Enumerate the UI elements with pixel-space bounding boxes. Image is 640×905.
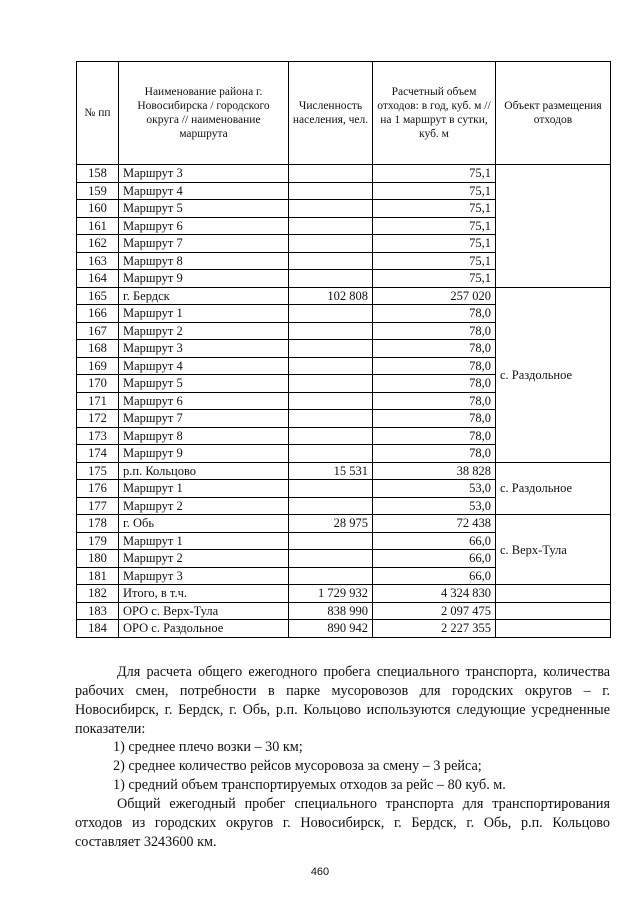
row-number: 167 <box>77 322 119 340</box>
row-name: Маршрут 2 <box>119 497 289 515</box>
table-row <box>77 165 611 183</box>
row-number: 176 <box>77 480 119 498</box>
row-population <box>289 497 373 515</box>
row-population <box>289 357 373 375</box>
row-volume: 78,0 <box>373 357 496 375</box>
row-volume: 72 438 <box>373 515 496 533</box>
row-number: 180 <box>77 550 119 568</box>
row-name: Маршрут 9 <box>119 270 289 288</box>
paragraph-annual-mileage: Общий ежегодный пробег специального транспорта для транспортирования отходов из городских округов г. Новосибирск, г. Бердск, г. Обь, р.п. Кольцово составляет 3243600 км. <box>75 796 610 850</box>
row-volume: 78,0 <box>373 305 496 323</box>
row-name: Маршрут 3 <box>119 165 289 183</box>
row-volume: 75,1 <box>373 252 496 270</box>
row-population <box>289 480 373 498</box>
row-name: Маршрут 4 <box>119 357 289 375</box>
row-name: Итого, в т.ч. <box>119 585 289 603</box>
row-volume: 78,0 <box>373 375 496 393</box>
list-item: 1) среднее плечо возки – 30 км; <box>113 739 303 755</box>
row-volume: 2 097 475 <box>373 602 496 620</box>
list-item: 1) средний объем транспортируемых отходов за рейс – 80 куб. м. <box>113 777 506 793</box>
row-volume: 75,1 <box>373 217 496 235</box>
indicator-list <box>75 738 610 795</box>
row-population: 28 975 <box>289 515 373 533</box>
row-population <box>289 270 373 288</box>
row-number: 162 <box>77 235 119 253</box>
row-population: 15 531 <box>289 462 373 480</box>
row-number: 171 <box>77 392 119 410</box>
table-row <box>77 620 611 638</box>
row-name: Маршрут 8 <box>119 427 289 445</box>
header-waste-volume: Расчетный объем отходов: в год, куб. м // на 1 маршрут в сутки, куб. м <box>373 62 496 165</box>
row-volume: 78,0 <box>373 392 496 410</box>
row-population: 1 729 932 <box>289 585 373 603</box>
row-number: 164 <box>77 270 119 288</box>
row-number: 175 <box>77 462 119 480</box>
row-population <box>289 217 373 235</box>
row-number: 159 <box>77 182 119 200</box>
row-population <box>289 165 373 183</box>
row-population <box>289 410 373 428</box>
row-population <box>289 445 373 463</box>
row-disposal-object <box>496 620 611 638</box>
row-name: Маршрут 1 <box>119 480 289 498</box>
row-volume: 75,1 <box>373 235 496 253</box>
row-name: г. Обь <box>119 515 289 533</box>
table-row <box>77 287 611 305</box>
row-population <box>289 375 373 393</box>
row-volume: 75,1 <box>373 270 496 288</box>
row-number: 169 <box>77 357 119 375</box>
row-number: 174 <box>77 445 119 463</box>
row-name: Маршрут 3 <box>119 567 289 585</box>
row-name: Маршрут 6 <box>119 392 289 410</box>
table-header-row <box>77 62 611 165</box>
row-number: 183 <box>77 602 119 620</box>
row-volume: 4 324 830 <box>373 585 496 603</box>
row-population <box>289 427 373 445</box>
row-disposal-object: с. Верх-Тула <box>496 515 611 585</box>
row-population: 102 808 <box>289 287 373 305</box>
row-number: 168 <box>77 340 119 358</box>
row-name: Маршрут 7 <box>119 410 289 428</box>
row-volume: 75,1 <box>373 200 496 218</box>
row-volume: 53,0 <box>373 480 496 498</box>
row-population <box>289 200 373 218</box>
row-number: 182 <box>77 585 119 603</box>
row-number: 179 <box>77 532 119 550</box>
row-disposal-object: с. Раздольное <box>496 287 611 462</box>
row-volume: 66,0 <box>373 567 496 585</box>
row-number: 161 <box>77 217 119 235</box>
row-number: 158 <box>77 165 119 183</box>
row-name: г. Бердск <box>119 287 289 305</box>
row-volume: 78,0 <box>373 410 496 428</box>
row-volume: 75,1 <box>373 182 496 200</box>
row-name: Маршрут 1 <box>119 305 289 323</box>
row-population <box>289 305 373 323</box>
table-row <box>77 515 611 533</box>
row-number: 181 <box>77 567 119 585</box>
row-name: Маршрут 8 <box>119 252 289 270</box>
row-volume: 78,0 <box>373 427 496 445</box>
row-population <box>289 252 373 270</box>
row-volume: 78,0 <box>373 340 496 358</box>
row-number: 172 <box>77 410 119 428</box>
paragraph-calculation-intro: Для расчета общего ежегодного пробега специального транспорта, количества рабочих смен, потребности в парке мусоровозов для городских округов – г. Новосибирск, г. Бердск, г. Обь, р.п. Кольцово используются следующие усредненные показатели: <box>75 664 610 737</box>
row-population <box>289 532 373 550</box>
row-number: 173 <box>77 427 119 445</box>
row-population <box>289 322 373 340</box>
row-name: Маршрут 3 <box>119 340 289 358</box>
waste-routes-table <box>76 61 611 638</box>
table-row <box>77 602 611 620</box>
header-disposal-object: Объект размещения отходов <box>496 62 611 165</box>
row-population <box>289 235 373 253</box>
row-volume: 66,0 <box>373 550 496 568</box>
row-name: р.п. Кольцово <box>119 462 289 480</box>
row-volume: 53,0 <box>373 497 496 515</box>
row-number: 160 <box>77 200 119 218</box>
row-name: Маршрут 9 <box>119 445 289 463</box>
row-name: ОРО с. Раздольное <box>119 620 289 638</box>
row-name: Маршрут 2 <box>119 322 289 340</box>
row-name: ОРО с. Верх-Тула <box>119 602 289 620</box>
row-disposal-object <box>496 602 611 620</box>
page-number: 460 <box>310 866 330 878</box>
header-district-route: Наименование района г. Новосибирска / городского округа // наименование маршрута <box>119 62 289 165</box>
row-number: 166 <box>77 305 119 323</box>
row-disposal-object: с. Раздольное <box>496 462 611 515</box>
header-number: № пп <box>77 62 119 165</box>
row-name: Маршрут 7 <box>119 235 289 253</box>
row-volume: 38 828 <box>373 462 496 480</box>
row-population <box>289 550 373 568</box>
row-volume: 78,0 <box>373 322 496 340</box>
row-volume: 66,0 <box>373 532 496 550</box>
row-number: 165 <box>77 287 119 305</box>
row-population <box>289 340 373 358</box>
table-row <box>77 585 611 603</box>
row-name: Маршрут 1 <box>119 532 289 550</box>
row-volume: 75,1 <box>373 165 496 183</box>
header-population: Численность населения, чел. <box>289 62 373 165</box>
row-number: 170 <box>77 375 119 393</box>
row-number: 184 <box>77 620 119 638</box>
row-disposal-object <box>496 585 611 603</box>
row-number: 178 <box>77 515 119 533</box>
row-number: 177 <box>77 497 119 515</box>
row-name: Маршрут 6 <box>119 217 289 235</box>
row-population: 890 942 <box>289 620 373 638</box>
row-population: 838 990 <box>289 602 373 620</box>
table-row <box>77 462 611 480</box>
row-volume: 2 227 355 <box>373 620 496 638</box>
row-population <box>289 182 373 200</box>
table-body <box>77 165 611 638</box>
list-item: 2) среднее количество рейсов мусоровоза за смену – 3 рейса; <box>113 758 482 774</box>
row-name: Маршрут 5 <box>119 375 289 393</box>
row-name: Маршрут 5 <box>119 200 289 218</box>
row-volume: 257 020 <box>373 287 496 305</box>
row-population <box>289 392 373 410</box>
row-volume: 78,0 <box>373 445 496 463</box>
row-number: 163 <box>77 252 119 270</box>
row-disposal-object <box>496 165 611 288</box>
row-name: Маршрут 2 <box>119 550 289 568</box>
row-population <box>289 567 373 585</box>
row-name: Маршрут 4 <box>119 182 289 200</box>
